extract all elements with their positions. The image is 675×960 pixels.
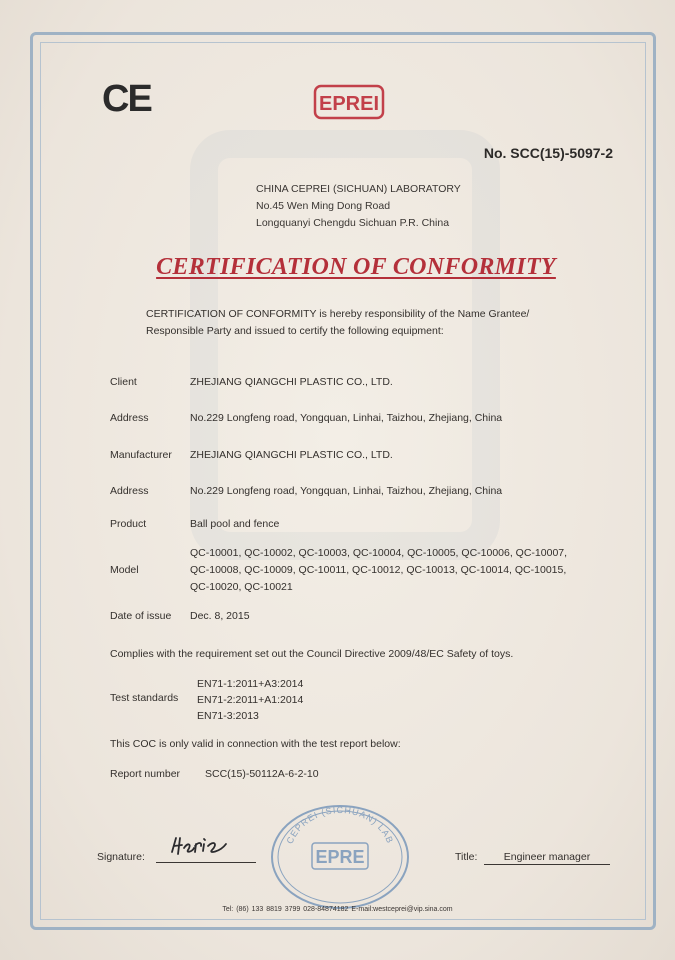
intro-line2: Responsible Party and issued to certify the following equipment: [146, 325, 444, 337]
manufacturer-address-row [0, 485, 675, 499]
report-label: Report number [110, 768, 181, 780]
client-label: Client [110, 376, 137, 388]
model-line: QC-10008, QC-10009, QC-10011, QC-10012, QC-10013, QC-10014, QC-10015, [190, 564, 567, 576]
laboratory-seal [268, 803, 412, 911]
signature-line [156, 862, 256, 863]
lab-name: CHINA CEPREI (SICHUAN) LABORATORY [256, 183, 461, 195]
model-line: QC-10001, QC-10002, QC-10003, QC-10004, QC-10005, QC-10006, QC-10007, [190, 547, 568, 559]
date-label: Date of issue [110, 610, 172, 622]
compliance-statement: Complies with the requirement set out the Council Directive 2009/48/EC Safety of toys. [110, 648, 514, 660]
client-address-value: No.229 Longfeng road, Yongquan, Linhai, Taizhou, Zhejiang, China [190, 412, 503, 424]
intro-paragraph [146, 306, 586, 340]
report-value: SCC(15)-50112A-6-2-10 [205, 768, 319, 780]
product-row [0, 518, 675, 532]
client-address-row [0, 412, 675, 426]
standard-item: EN71-1:2011+A3:2014 [197, 678, 304, 690]
intro-line1: CERTIFICATION OF CONFORMITY is hereby responsibility of the Name Grantee/ [146, 308, 530, 320]
manufacturer-address-label: Address [110, 485, 149, 497]
inner-border [40, 42, 646, 920]
manufacturer-label: Manufacturer [110, 449, 172, 461]
standard-item: EN71-2:2011+A1:2014 [197, 694, 304, 706]
client-address-label: Address [110, 412, 149, 424]
report-row [0, 768, 675, 782]
handwritten-signature [168, 832, 248, 862]
contact-footer [0, 906, 675, 913]
footer-tel: Tel: (86) 133 8819 3799 [222, 906, 301, 913]
title-label: Title: [455, 851, 478, 863]
ce-mark-logo: CE [102, 78, 151, 120]
lab-info [256, 181, 461, 232]
signature-label: Signature: [97, 851, 145, 863]
test-standards-label: Test standards [110, 692, 179, 704]
model-list [190, 545, 567, 596]
manufacturer-row [0, 449, 675, 463]
footer-fax: 028-84874182 [303, 906, 349, 913]
coc-note: This COC is only valid in connection with the test report below: [110, 738, 401, 750]
date-row [0, 610, 675, 624]
product-value: Ball pool and fence [190, 518, 280, 530]
client-row [0, 376, 675, 390]
model-line: QC-10020, QC-10021 [190, 581, 293, 593]
document-title: CERTIFICATION OF CONFORMITY [156, 254, 556, 280]
date-value: Dec. 8, 2015 [190, 610, 250, 622]
certificate-number: No. SCC(15)-5097-2 [483, 145, 613, 161]
manufacturer-address-value: No.229 Longfeng road, Yongquan, Linhai, Taizhou, Zhejiang, China [190, 485, 503, 497]
svg-text:CEPREI (SICHUAN) LAB: CEPREI (SICHUAN) LAB [284, 804, 396, 846]
lab-address-line1: No.45 Wen Ming Dong Road [256, 200, 391, 212]
eprei-logo [313, 84, 385, 120]
footer-email: E-mail:westceprei@vip.sina.com [351, 906, 453, 913]
svg-text:EPRE: EPRE [315, 847, 365, 867]
test-standards-list [197, 676, 303, 724]
standard-item: EN71-3:2013 [197, 710, 259, 722]
lab-address-line2: Longquanyi Chengdu Sichuan P.R. China [256, 217, 450, 229]
svg-text:EPREI: EPREI [318, 93, 380, 115]
manufacturer-value: ZHEJIANG QIANGCHI PLASTIC CO., LTD. [190, 449, 393, 461]
model-label: Model [110, 564, 139, 576]
title-value: Engineer manager [484, 851, 610, 865]
product-label: Product [110, 518, 147, 530]
client-value: ZHEJIANG QIANGCHI PLASTIC CO., LTD. [190, 376, 393, 388]
model-label-row [0, 564, 180, 578]
